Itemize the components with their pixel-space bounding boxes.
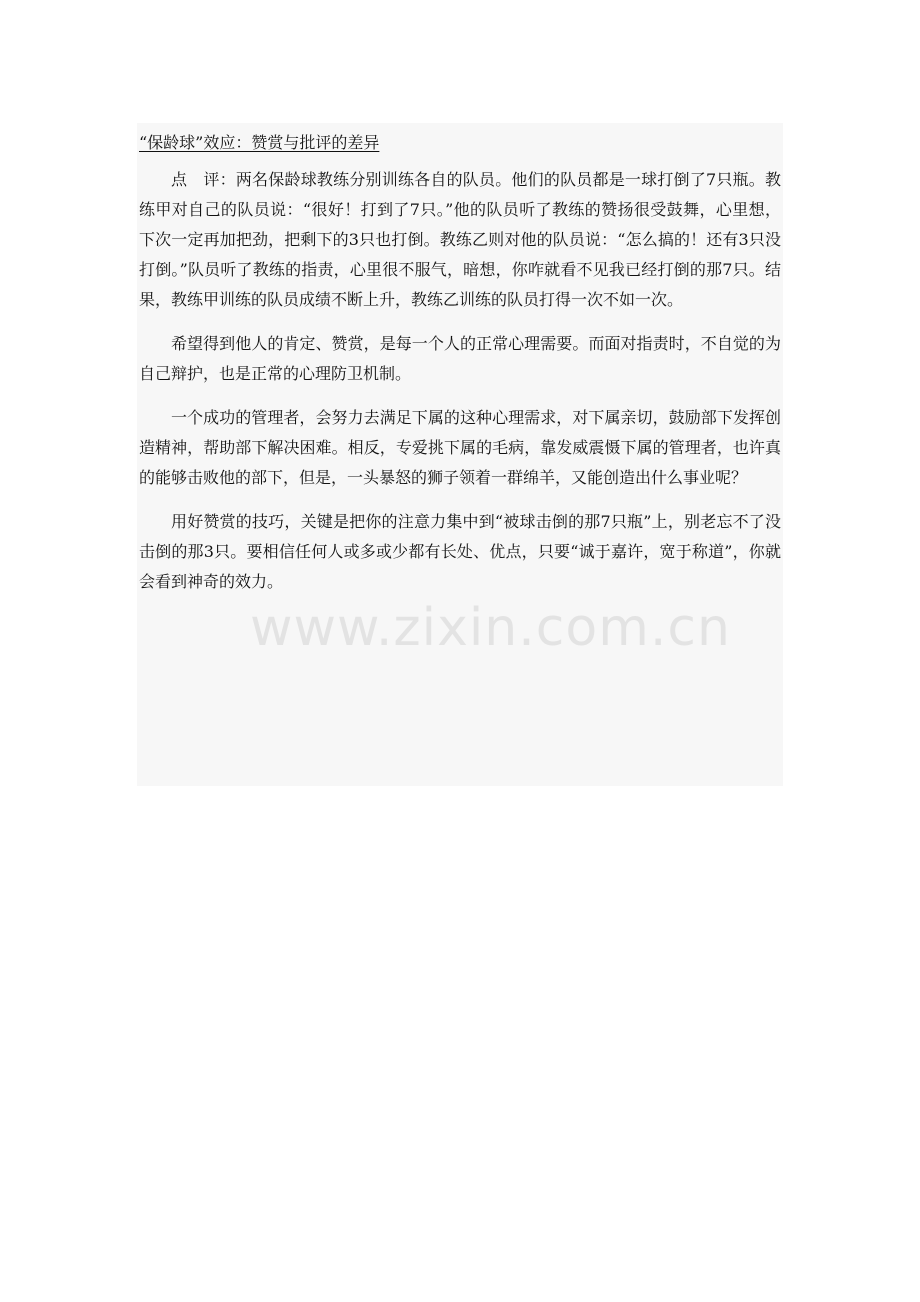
paragraph-comment: 点 评：两名保龄球教练分别训练各自的队员。他们的队员都是一球打倒了7只瓶。教练甲对自己的队员说：“很好！打到了7只。”他的队员听了教练的赞扬很受鼓舞，心里想，下次一定再加把劲，把剩下的3只也打倒。教练乙则对他的队员说：“怎么搞的！还有3只没打倒。”队员听了教练的指责，心里很不服气，暗想，你咋就看不见我已经打倒的那7只。结果，教练甲训练的队员成绩不断上升，教练乙训练的队员打得一次不如一次。 [139,170,781,309]
paragraph-praise-skill: 用好赞赏的技巧，关键是把你的注意力集中到“被球击倒的那7只瓶”上，别老忘不了没击倒的那3只。要相信任何人或多或少都有长处、优点，只要“诚于嘉许，宽于称道”，你就会看到神奇的效力。 [139,512,781,591]
paragraph-psychology: 希望得到他人的肯定、赞赏，是每一个人的正常心理需要。而面对指责时，不自觉的为自己辩护，也是正常的心理防卫机制。 [139,334,781,383]
article-block [137,123,783,786]
article-title: “保龄球”效应：赞赏与批评的差异 [139,133,380,152]
watermark-text: www.zixin.com.cn [250,598,731,658]
paragraph-manager: 一个成功的管理者，会努力去满足下属的这种心理需求，对下属亲切，鼓励部下发挥创造精神，帮助部下解决困难。相反，专爱挑下属的毛病，靠发威震慑下属的管理者，也许真的能够击败他的部下，但是，一头暴怒的狮子领着一群绵羊，又能创造出什么事业呢？ [139,408,781,487]
